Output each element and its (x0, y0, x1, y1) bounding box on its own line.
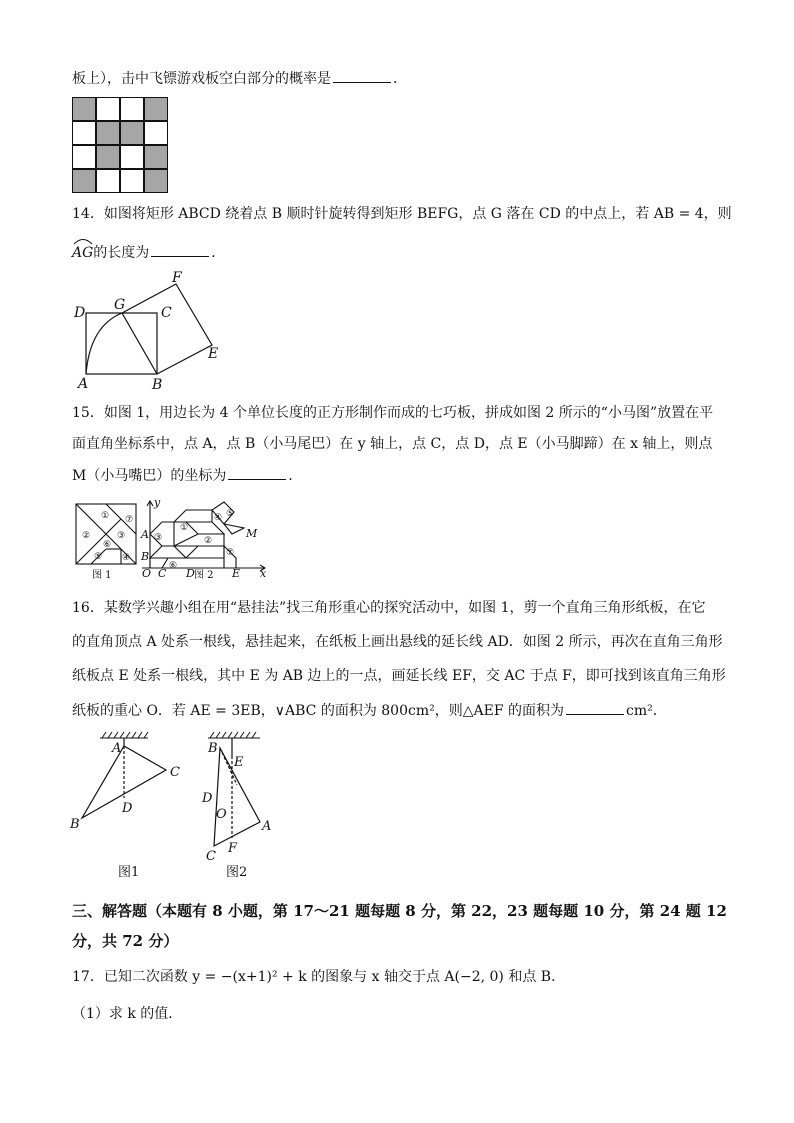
ceiling-hatch-1 (100, 732, 148, 738)
q16-text-line1: 16．某数学兴趣小组在用“悬挂法”找三角形重心的探究活动中，如图 1，剪一个直角三角形纸板，在它 (72, 600, 706, 616)
svg-text:⑥: ⑥ (169, 561, 178, 571)
svg-text:E: E (208, 346, 219, 362)
svg-text:①: ① (180, 523, 189, 533)
section-3-heading-line1: 三、解答题（本题有 8 小题，第 17～21 题每题 8 分，第 22，23 题每题 10 分，第 24 题 12 (72, 902, 727, 920)
svg-text:B: B (70, 817, 80, 832)
answer-blank-13[interactable] (333, 68, 391, 83)
grid-cell-blank (73, 122, 96, 145)
svg-text:②: ② (82, 531, 91, 541)
answer-blank-14[interactable] (151, 242, 209, 257)
grid-cell-blank (73, 146, 96, 169)
q13-line: 板上），击中飞镖游戏板空白部分的概率是 ． (72, 68, 407, 89)
grid-cell-blank (145, 122, 168, 145)
svg-text:F: F (172, 270, 182, 286)
svg-text:⑤: ⑤ (94, 552, 103, 562)
svg-text:A: A (141, 528, 149, 541)
svg-text:图 1: 图 1 (92, 570, 112, 580)
svg-text:①: ① (101, 511, 110, 521)
svg-text:A: A (112, 741, 122, 756)
svg-text:图2: 图2 (226, 865, 248, 880)
triangle-suspension-figures (66, 730, 286, 882)
svg-text:⑤: ⑤ (226, 509, 235, 519)
grid-cell-blank (97, 98, 120, 121)
answer-blank-16[interactable] (566, 700, 624, 715)
grid-cell-shaded (97, 146, 120, 169)
rectangle-rotation-figure (72, 268, 232, 392)
section-3-heading-line2: 分，共 72 分） (72, 932, 179, 950)
tangram-figures (72, 498, 272, 580)
svg-text:D: D (186, 567, 195, 580)
svg-text:D: D (74, 305, 86, 321)
svg-text:A: A (78, 376, 89, 392)
q14-text-line2: AG的长度为 ． (72, 242, 225, 263)
arc-ag-shape (86, 313, 122, 374)
svg-text:D: D (122, 801, 133, 816)
grid-cell-blank (121, 170, 144, 193)
grid-cell-shaded (121, 122, 144, 145)
q16-text-line4: 纸板的重心 O．若 AE = 3EB，∨ABC 的面积为 800cm²，则△AEF 的面积为 cm²． (72, 700, 667, 721)
grid-cell-blank (121, 98, 144, 121)
grid-cell-shaded (97, 122, 120, 145)
grid-cell-shaded (73, 170, 96, 193)
svg-text:③: ③ (117, 531, 126, 541)
svg-text:C: C (161, 305, 172, 321)
svg-text:E: E (234, 755, 244, 770)
answer-blank-15[interactable] (228, 465, 286, 480)
svg-text:⑥: ⑥ (103, 540, 112, 550)
svg-text:y: y (154, 498, 161, 509)
grid-cell-blank (121, 146, 144, 169)
svg-text:x: x (260, 567, 267, 580)
q16-text-line2: 的直角顶点 A 处系一根线，悬挂起来，在纸板上画出悬线的延长线 AD．如图 2 所示，再次在直角三角形 (72, 634, 723, 650)
arc-symbol-icon (73, 236, 93, 245)
svg-text:B: B (141, 550, 150, 563)
q14-text-line1: 14．如图将矩形 ABCD 绕着点 B 顺时针旋转得到矩形 BEFG，点 G 落在 CD 的中点上，若 AB = 4，则 (72, 206, 732, 222)
q15-text-line2: 面直角坐标系中，点 A，点 B（小马尾巴）在 y 轴上，点 C，点 D，点 E（小马脚蹄）在 x 轴上，则点 (72, 436, 713, 452)
svg-text:G: G (114, 297, 126, 313)
q17-part1: （1）求 k 的值． (72, 1006, 183, 1022)
dartboard-grid-figure (72, 97, 168, 193)
svg-text:A: A (262, 819, 272, 834)
svg-text:O: O (216, 807, 227, 822)
grid-cell-shaded (145, 146, 168, 169)
q15-text-line1: 15．如图 1，用边长为 4 个单位长度的正方形制作而成的七巧板，拼成如图 2 所示的“小马图”放置在平 (72, 405, 714, 421)
grid-cell-blank (97, 170, 120, 193)
grid-cell-shaded (73, 98, 96, 121)
svg-text:④: ④ (122, 553, 131, 563)
svg-text:B: B (152, 377, 163, 392)
svg-text:D: D (202, 791, 213, 806)
grid-cell-shaded (145, 170, 168, 193)
q16-text-line3: 纸板点 E 处系一根线，其中 E 为 AB 边上的一点，画延长线 EF，交 AC 于点 F，即可找到该直角三角形 (72, 668, 726, 684)
svg-text:M: M (246, 527, 258, 540)
rectangle-abcd (86, 313, 157, 374)
svg-text:⑦: ⑦ (226, 548, 235, 558)
svg-text:⑦: ⑦ (125, 515, 134, 525)
svg-text:图 2: 图 2 (194, 570, 214, 580)
q17-text-line1: 17．已知二次函数 y = −(x+1)² + k 的图象与 x 轴交于点 A(−2, 0) 和点 B． (72, 969, 566, 985)
svg-text:图1: 图1 (118, 865, 140, 880)
svg-text:E: E (232, 567, 241, 580)
svg-text:F: F (228, 841, 238, 856)
svg-text:C: C (170, 765, 180, 780)
svg-text:④: ④ (214, 513, 223, 523)
svg-text:C: C (206, 849, 216, 864)
svg-text:O: O (142, 567, 152, 580)
ceiling-hatch-2 (208, 732, 260, 738)
svg-text:B: B (208, 741, 218, 756)
svg-text:③: ③ (154, 533, 163, 543)
svg-text:②: ② (204, 536, 213, 546)
svg-text:C: C (158, 567, 167, 580)
q15-text-line3: M（小马嘴巴）的坐标为 ． (72, 465, 302, 486)
arc-ag: AG (72, 243, 93, 263)
grid-cell-shaded (145, 98, 168, 121)
rectangle-befg (122, 284, 212, 374)
